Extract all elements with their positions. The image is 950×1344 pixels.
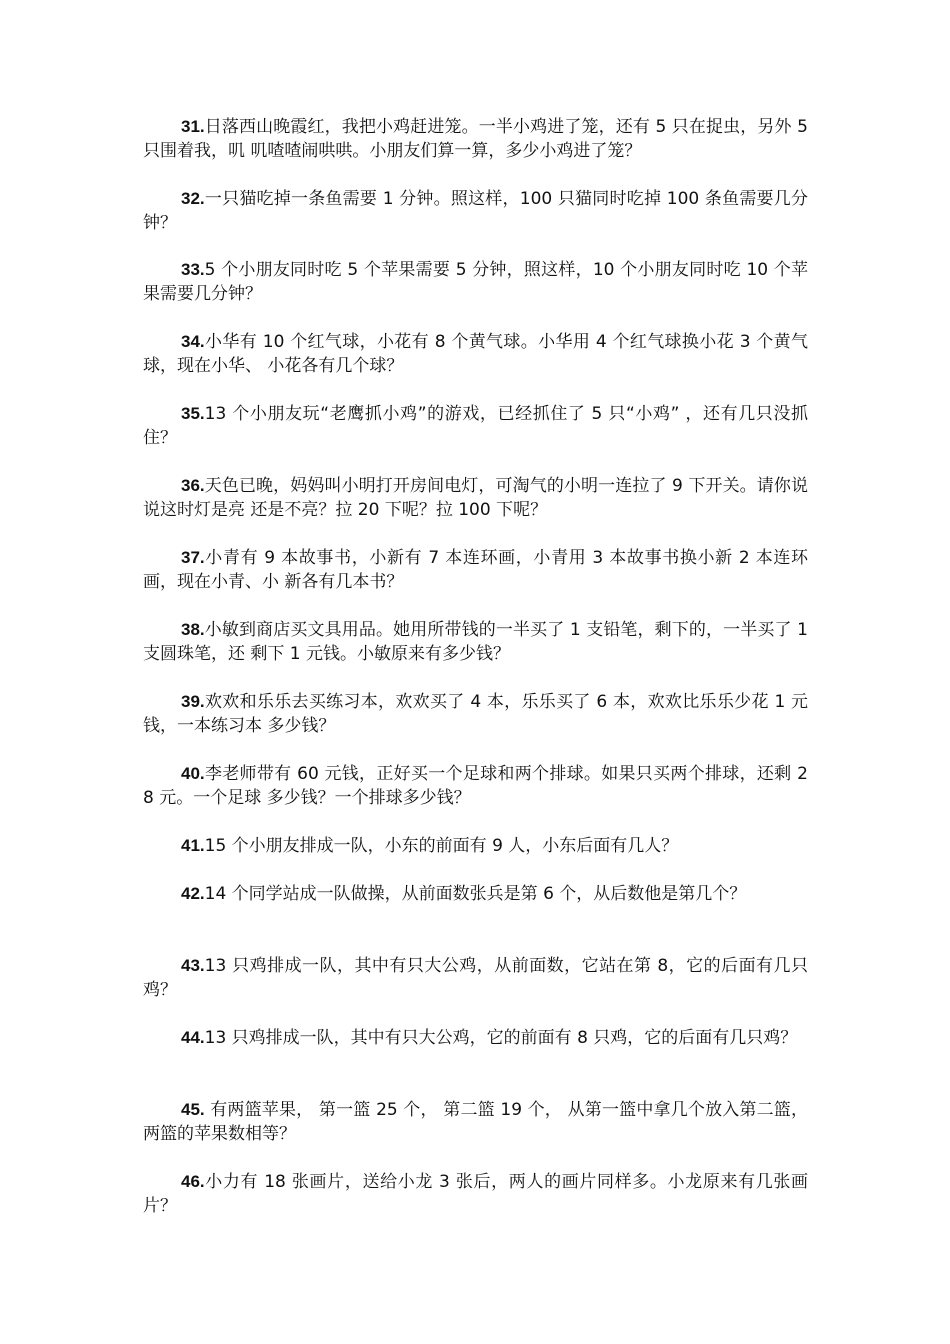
- problem-32: [143, 187, 808, 235]
- problem-number: 34.: [181, 332, 205, 351]
- problem-number: 36.: [181, 476, 205, 495]
- problem-number: 31.: [181, 117, 205, 136]
- problem-text: 小力有 18 张画片，送给小龙 3 张后，两人的画片同样多。小龙原来有几张画片？: [143, 1172, 808, 1216]
- problem-37: [143, 546, 808, 594]
- problem-43: [143, 954, 808, 1002]
- problem-44: [143, 1026, 808, 1050]
- problem-46: [143, 1170, 808, 1218]
- problem-number: 39.: [181, 692, 205, 711]
- problem-number: 38.: [181, 620, 205, 639]
- problem-text: 欢欢和乐乐去买练习本，欢欢买了 4 本，乐乐买了 6 本，欢欢比乐乐少花 1 元钱，一本练习本 多少钱？: [143, 692, 808, 736]
- problem-45: [143, 1098, 808, 1146]
- problem-text: 5 个小朋友同时吃 5 个苹果需要 5 分钟，照这样，10 个小朋友同时吃 10 个苹果需要几分钟？: [143, 260, 808, 304]
- problem-number: 42.: [181, 884, 205, 903]
- problem-text: 13 个小朋友玩“老鹰抓小鸡”的游戏，已经抓住了 5 只“小鸡” ，还有几只没抓住？: [143, 404, 808, 448]
- problem-text: 14 个同学站成一队做操，从前面数张兵是第 6 个，从后数他是第几个？: [204, 884, 747, 904]
- problem-40: [143, 762, 808, 810]
- problem-number: 32.: [181, 189, 205, 208]
- problem-34: [143, 330, 808, 378]
- problem-42: [143, 882, 808, 906]
- problem-number: 37.: [181, 548, 205, 567]
- problem-number: 35.: [181, 404, 205, 423]
- problem-number: 33.: [181, 260, 205, 279]
- problem-31: [143, 115, 808, 163]
- problem-number: 40.: [181, 764, 205, 783]
- problem-36: [143, 474, 808, 522]
- problem-text: 15 个小朋友排成一队，小东的前面有 9 人，小东后面有几人？: [204, 836, 679, 856]
- problem-number: 46.: [181, 1172, 205, 1191]
- problem-text: 13 只鸡排成一队，其中有只大公鸡，它的前面有 8 只鸡，它的后面有几只鸡？: [204, 1028, 798, 1048]
- problem-text: 日落西山晚霞红，我把小鸡赶进笼。一半小鸡进了笼，还有 5 只在捉虫，另外 5 只围着我，叽 叽喳喳闹哄哄。小朋友们算一算，多少小鸡进了笼？: [143, 117, 808, 161]
- problem-35: [143, 402, 808, 450]
- problem-text: 天色已晚，妈妈叫小明打开房间电灯，可淘气的小明一连拉了 9 下开关。请你说说这时灯是亮 还是不亮？拉 20 下呢？拉 100 下呢？: [143, 476, 808, 520]
- problem-38: [143, 618, 808, 666]
- problem-text: 小华有 10 个红气球，小花有 8 个黄气球。小华用 4 个红气球换小花 3 个黄气球，现在小华、 小花各有几个球？: [143, 332, 808, 376]
- problem-text: 李老师带有 60 元钱，正好买一个足球和两个排球。如果只买两个排球，还剩 28 元。一个足球 多少钱？一个排球多少钱？: [143, 764, 808, 808]
- problem-number: 44.: [181, 1028, 205, 1047]
- problem-number: 41.: [181, 836, 205, 855]
- problem-number: 45.: [181, 1100, 205, 1119]
- problem-33: [143, 258, 808, 306]
- problem-text: 有两篮苹果， 第一篮 25 个， 第二篮 19 个， 从第一篮中拿几个放入第二篮， 两篮的苹果数相等？: [143, 1100, 808, 1144]
- problem-text: 一只猫吃掉一条鱼需要 1 分钟。照这样，100 只猫同时吃掉 100 条鱼需要几分钟？: [143, 189, 808, 233]
- problem-39: [143, 690, 808, 738]
- problem-text: 13 只鸡排成一队，其中有只大公鸡，从前面数，它站在第 8，它的后面有几只鸡？: [143, 956, 808, 1000]
- problem-text: 小青有 9 本故事书，小新有 7 本连环画，小青用 3 本故事书换小新 2 本连环画，现在小青、小 新各有几本书？: [143, 548, 808, 592]
- problem-41: [143, 834, 808, 858]
- problem-number: 43.: [181, 956, 205, 975]
- problem-text: 小敏到商店买文具用品。她用所带钱的一半买了 1 支铅笔，剩下的，一半买了 1 支圆珠笔，还 剩下 1 元钱。小敏原来有多少钱？: [143, 620, 808, 664]
